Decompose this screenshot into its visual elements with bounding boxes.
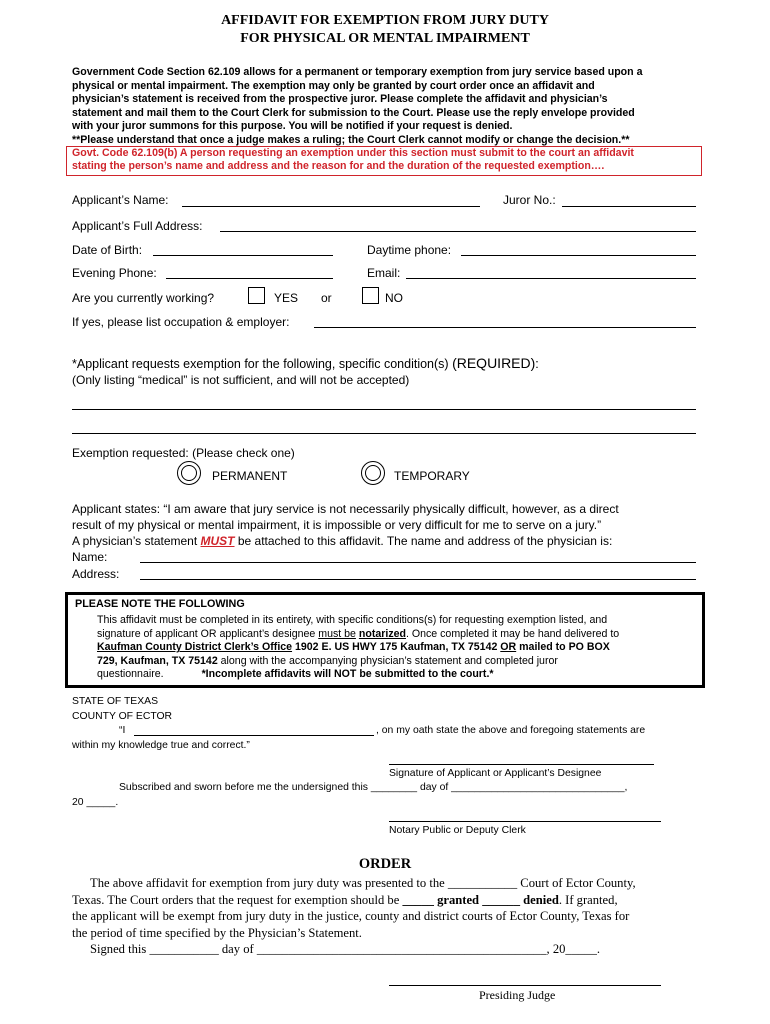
oath-knowledge: within my knowledge true and correct.” bbox=[72, 740, 250, 751]
oath-statement: , on my oath state the above and foregoing statements are bbox=[376, 725, 646, 736]
full-address-field[interactable] bbox=[220, 231, 696, 232]
signature-label: Signature of Applicant or Applicant’s Designee bbox=[389, 768, 602, 779]
permanent-radio[interactable] bbox=[177, 461, 201, 485]
condition-prompt bbox=[72, 355, 539, 371]
notice-po-box: 729, Kaufman, TX 75142 bbox=[97, 654, 218, 667]
daytime-phone-field[interactable] bbox=[461, 255, 696, 256]
no-checkbox[interactable] bbox=[362, 287, 379, 304]
applicant-statement bbox=[72, 501, 712, 549]
order-body bbox=[72, 875, 702, 958]
presiding-judge-label: Presiding Judge bbox=[479, 988, 556, 1002]
county-label: COUNTY OF ECTOR bbox=[72, 711, 173, 722]
notice-body bbox=[97, 614, 697, 682]
or-label: or bbox=[321, 291, 332, 305]
notice-must-be: must be bbox=[318, 627, 356, 640]
intro-line: **Please understand that once a judge makes a ruling; the Court Clerk cannot modify or change the decision.** bbox=[72, 133, 630, 146]
notice-notarized: notarized bbox=[358, 627, 406, 640]
required-marker: (REQUIRED) bbox=[452, 355, 536, 371]
order-text: Texas. The Court orders that the request for exemption should be bbox=[72, 892, 403, 907]
notary-signature-line[interactable] bbox=[389, 821, 661, 822]
evening-phone-field[interactable] bbox=[166, 278, 333, 279]
year-line: 20 _____. bbox=[72, 797, 119, 808]
intro-line: Government Code Section 62.109 allows for a permanent or temporary exemption from jury service based upon a bbox=[72, 66, 643, 78]
statement-line: result of my physical or mental impairment, it is impossible or very difficult for me to serve on a jury.” bbox=[72, 518, 602, 532]
juror-no-label: Juror No.: bbox=[503, 193, 556, 207]
signature-line[interactable] bbox=[389, 764, 654, 765]
must-emphasis: MUST bbox=[200, 534, 235, 548]
physician-name-label: Name: bbox=[72, 550, 108, 564]
notice-line: This affidavit must be completed in its entirety, with specific conditions(s) for requesting exemption listed, and bbox=[97, 614, 608, 626]
oath-open-quote: “I bbox=[119, 725, 126, 736]
dob-label: Date of Birth: bbox=[72, 243, 143, 257]
order-ruling: _____ granted ______ denied bbox=[402, 892, 559, 907]
condition-colon: : bbox=[535, 357, 539, 371]
juror-no-field[interactable] bbox=[562, 206, 696, 207]
intro-line: statement and mail them to the Court Clerk for submission to the Court. Please use the reply envelope provided bbox=[72, 106, 635, 119]
order-signed-line: Signed this ___________ day of ______________________________________________, 20_____. bbox=[90, 942, 601, 956]
physician-statement-line bbox=[72, 533, 712, 549]
order-line bbox=[72, 892, 702, 909]
order-line: The above affidavit for exemption from jury duty was presented to the ___________ Court of Ector County, bbox=[90, 876, 636, 890]
statement-text: be attached to this affidavit. The name and address of the physician is: bbox=[234, 534, 613, 548]
document-title-line1: AFFIDAVIT FOR EXEMPTION FROM JURY DUTY bbox=[221, 13, 549, 28]
physician-address-field[interactable] bbox=[140, 579, 696, 580]
condition-line-1[interactable] bbox=[72, 409, 696, 410]
notice-text: . Once completed it may be hand delivered to bbox=[405, 627, 620, 640]
applicant-name-label: Applicant’s Name: bbox=[72, 193, 169, 207]
order-line: the applicant will be exempt from jury duty in the justice, county and district courts of Ector County, Texas for bbox=[72, 909, 630, 923]
intro-line: physical or mental impairment. The exemption may only be granted by court order once an affidavit and bbox=[72, 79, 595, 92]
evening-phone-label: Evening Phone: bbox=[72, 266, 157, 280]
notice-line bbox=[97, 641, 697, 655]
notary-label: Notary Public or Deputy Clerk bbox=[389, 825, 526, 836]
statement-line: Applicant states: “I am aware that jury service is not necessarily physically difficult, however, as a direct bbox=[72, 502, 619, 516]
notice-address: 1902 E. US HWY 175 Kaufman, TX 75142 bbox=[292, 641, 501, 654]
notice-or: OR bbox=[500, 641, 517, 654]
clerk-office: Kaufman County District Clerk’s Office bbox=[97, 641, 293, 654]
temporary-label: TEMPORARY bbox=[394, 469, 470, 483]
order-text: . If granted, bbox=[558, 892, 618, 907]
notice-text: mailed to PO BOX bbox=[516, 641, 610, 654]
intro-line: with your juror summons for this purpose. You will be notified if your request is denied. bbox=[72, 120, 513, 133]
notice-warning: *Incomplete affidavits will NOT be submitted to the court.* bbox=[201, 668, 494, 681]
temporary-radio[interactable] bbox=[361, 461, 385, 485]
notice-line bbox=[97, 668, 697, 682]
permanent-label: PERMANENT bbox=[212, 469, 288, 483]
code-notice-line: stating the person’s name and address and the reason for and the duration of the requested exemption…. bbox=[72, 160, 605, 172]
judge-signature-line[interactable] bbox=[389, 985, 661, 986]
occupation-field[interactable] bbox=[314, 327, 696, 328]
order-heading: ORDER bbox=[358, 856, 412, 872]
no-label: NO bbox=[385, 291, 403, 305]
code-notice bbox=[72, 147, 698, 173]
physician-name-field[interactable] bbox=[140, 562, 696, 563]
notice-line bbox=[97, 628, 697, 642]
occupation-label: If yes, please list occupation & employer: bbox=[72, 315, 290, 329]
notice-text: along with the accompanying physician’s statement and completed juror bbox=[217, 654, 558, 667]
statement-text: A physician’s statement bbox=[72, 534, 201, 548]
intro-paragraph bbox=[72, 66, 698, 148]
yes-checkbox[interactable] bbox=[248, 287, 265, 304]
daytime-phone-label: Daytime phone: bbox=[367, 243, 452, 257]
subscribed-line: Subscribed and sworn before me the undersigned this ________ day of ______________________________, bbox=[119, 782, 628, 793]
yes-label: YES bbox=[274, 291, 299, 305]
dob-field[interactable] bbox=[153, 255, 333, 256]
email-field[interactable] bbox=[406, 278, 696, 279]
applicant-name-field[interactable] bbox=[182, 206, 480, 207]
notice-text: questionnaire. bbox=[97, 668, 164, 681]
condition-note: (Only listing “medical” is not sufficient, and will not be accepted) bbox=[72, 373, 410, 387]
state-label: STATE OF TEXAS bbox=[72, 696, 159, 707]
condition-line-2[interactable] bbox=[72, 433, 696, 434]
physician-address-label: Address: bbox=[72, 567, 120, 581]
working-question: Are you currently working? bbox=[72, 291, 215, 305]
document-title-line2: FOR PHYSICAL OR MENTAL IMPAIRMENT bbox=[240, 31, 530, 46]
intro-line: physician’s statement is received from the prospective juror. Please complete the affidavit and physician’s bbox=[72, 93, 608, 106]
exemption-label: Exemption requested: (Please check one) bbox=[72, 446, 295, 460]
notice-line bbox=[97, 655, 697, 669]
oath-name-field[interactable] bbox=[134, 735, 374, 736]
order-line: the period of time specified by the Physician’s Statement. bbox=[72, 925, 362, 940]
notice-text: signature of applicant OR applicant’s designee bbox=[97, 627, 319, 640]
code-notice-line: Govt. Code 62.109(b) A person requesting an exemption under this section must submit to the court an affidavit bbox=[72, 147, 634, 159]
full-address-label: Applicant’s Full Address: bbox=[72, 219, 203, 233]
email-label: Email: bbox=[367, 266, 401, 280]
notice-heading: PLEASE NOTE THE FOLLOWING bbox=[75, 598, 245, 610]
condition-prefix: *Applicant requests exemption for the following, specific condition(s) bbox=[72, 357, 453, 371]
